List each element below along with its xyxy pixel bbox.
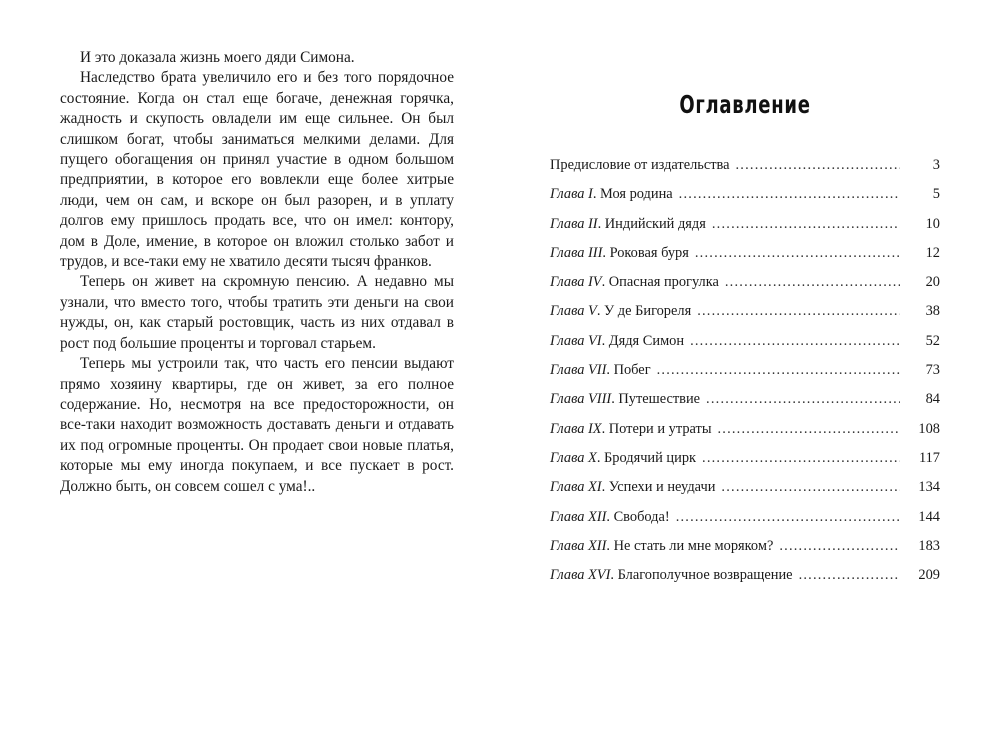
toc-chapter-number: Глава IX bbox=[550, 420, 602, 437]
toc-chapter-title: . Дядя Симон bbox=[601, 332, 685, 349]
toc-leader-dots bbox=[799, 567, 900, 584]
toc-leader-dots bbox=[721, 479, 900, 496]
toc-chapter-number: Глава VIII bbox=[550, 391, 612, 408]
toc-chapter-title: . Индийский дядя bbox=[597, 215, 706, 232]
toc-chapter-title: . Не стать ли мне моряком? bbox=[606, 537, 774, 554]
toc-leader-dots bbox=[725, 274, 900, 291]
toc-chapter-title: . Бродячий цирк bbox=[596, 449, 697, 466]
toc-page-number: 144 bbox=[918, 508, 940, 525]
toc-page-number: 38 bbox=[925, 303, 940, 320]
toc-leader-dots bbox=[657, 362, 900, 379]
paragraph: Теперь мы устроили так, что часть его пенсии выдают прямо хозяину квартиры, где он живет, за его полное содержание. Но, несмотря на все предосторожности, он все-таки находит возможность доставать деньги и отдавать их под огромные проценты. Он продает свои новые платья, которые мы ему иногда покупаем, и все пускает в рост. Должно быть, он совсем сошел с ума!.. bbox=[60, 355, 454, 495]
toc-chapter-title: . У де Бигореля bbox=[596, 303, 692, 320]
toc-page-number: 134 bbox=[918, 479, 940, 496]
toc-chapter-title: . Моя родина bbox=[592, 186, 673, 203]
toc-chapter-number: Глава II bbox=[550, 215, 598, 232]
toc-leader-dots bbox=[690, 333, 900, 350]
toc-entry bbox=[550, 479, 940, 508]
toc-leader-dots bbox=[717, 421, 900, 438]
toc-chapter-number: Глава V bbox=[550, 303, 597, 320]
toc-page-number: 117 bbox=[918, 449, 940, 466]
toc-entry bbox=[550, 216, 940, 245]
toc-entry bbox=[550, 567, 940, 596]
toc-entry bbox=[550, 391, 940, 420]
toc-entry bbox=[550, 362, 940, 391]
toc-page-number: 183 bbox=[918, 537, 940, 554]
toc-page-number: 10 bbox=[925, 215, 940, 232]
toc-leader-dots bbox=[695, 245, 900, 262]
toc-chapter-number: Глава I bbox=[550, 186, 593, 203]
toc-chapter-title: . Опасная прогулка bbox=[601, 274, 719, 291]
toc-leader-dots bbox=[706, 391, 900, 408]
table-of-contents bbox=[550, 90, 940, 596]
toc-page-number: 20 bbox=[925, 274, 940, 291]
toc-leader-dots bbox=[736, 157, 901, 174]
toc-entry bbox=[550, 333, 940, 362]
toc-page-number: 108 bbox=[918, 420, 940, 437]
toc-chapter-title: . Побег bbox=[606, 362, 651, 379]
toc-chapter-number: Глава IV bbox=[550, 274, 602, 291]
toc-page-number: 84 bbox=[925, 391, 940, 408]
paragraph: Теперь он живет на скромную пенсию. А недавно мы узнали, что вместо того, чтобы тратить эти деньги на свои нужды, он, как старый ростовщик, часть из них отдавал в рост под большие проценты и торговал старьем. bbox=[60, 273, 454, 352]
toc-chapter-number: Глава VII bbox=[550, 362, 607, 379]
toc-chapter-number: Глава III bbox=[550, 244, 603, 261]
toc-chapter-number: Глава XII bbox=[550, 537, 607, 554]
toc-chapter-title: . Путешествие bbox=[611, 391, 701, 408]
toc-chapter-title: . Успехи и неудачи bbox=[601, 479, 716, 496]
toc-leader-dots bbox=[679, 186, 900, 203]
toc-chapter-number: Глава XII bbox=[550, 508, 607, 525]
toc-page-number: 73 bbox=[925, 362, 940, 379]
toc-entry bbox=[550, 421, 940, 450]
toc-chapter-title: Предисловие от издательства bbox=[550, 157, 730, 173]
toc-page-number: 3 bbox=[932, 157, 940, 173]
toc-page-number: 52 bbox=[925, 332, 940, 349]
toc-chapter-number: Глава VI bbox=[550, 332, 602, 349]
toc-title: Оглавление bbox=[679, 90, 811, 119]
toc-chapter-number: Глава XI bbox=[550, 479, 602, 496]
toc-entry bbox=[550, 538, 940, 567]
toc-entry bbox=[550, 186, 940, 215]
toc-leader-dots bbox=[697, 303, 900, 320]
paragraph: Наследство брата увеличило его и без того порядочное состояние. Когда он стал еще богаче, денежная горячка, жадность и скупость овладели им еще сильнее. Он был слишком богат, чтобы заниматься мелкими делами. Для пущего обогащения он принял участие в одном большом предприятии, в которое его вовлекли еще более хитрые люди, чем он сам, и вскоре он был разорен, и в уплату долгов ему пришлось продать все, что он имел: контору, дом в Доле, имение, в которое он вложил столько забот и трудов, и все-таки ему не хватило десяти тысяч франков. bbox=[60, 69, 454, 271]
toc-leader-dots bbox=[779, 538, 900, 555]
toc-chapter-title: . Свобода! bbox=[606, 508, 670, 525]
toc-list bbox=[550, 157, 940, 596]
toc-entry bbox=[550, 274, 940, 303]
toc-page-number: 12 bbox=[925, 244, 940, 261]
toc-entry bbox=[550, 157, 940, 186]
toc-chapter-title: . Благополучное возвращение bbox=[610, 567, 793, 584]
toc-entry bbox=[550, 245, 940, 274]
toc-leader-dots bbox=[712, 216, 900, 233]
toc-page-number: 209 bbox=[918, 567, 940, 584]
left-page-text bbox=[60, 48, 454, 497]
toc-entry bbox=[550, 450, 940, 479]
toc-page-number: 5 bbox=[932, 186, 940, 203]
toc-leader-dots bbox=[702, 450, 900, 467]
toc-leader-dots bbox=[676, 509, 900, 526]
toc-entry bbox=[550, 509, 940, 538]
toc-chapter-title: . Потери и утраты bbox=[601, 420, 712, 437]
toc-chapter-title: . Роковая буря bbox=[602, 244, 689, 261]
toc-chapter-number: Глава X bbox=[550, 449, 597, 466]
paragraph: И это доказала жизнь моего дяди Симона. bbox=[80, 49, 355, 66]
toc-chapter-number: Глава XVI bbox=[550, 567, 611, 584]
toc-entry bbox=[550, 303, 940, 332]
